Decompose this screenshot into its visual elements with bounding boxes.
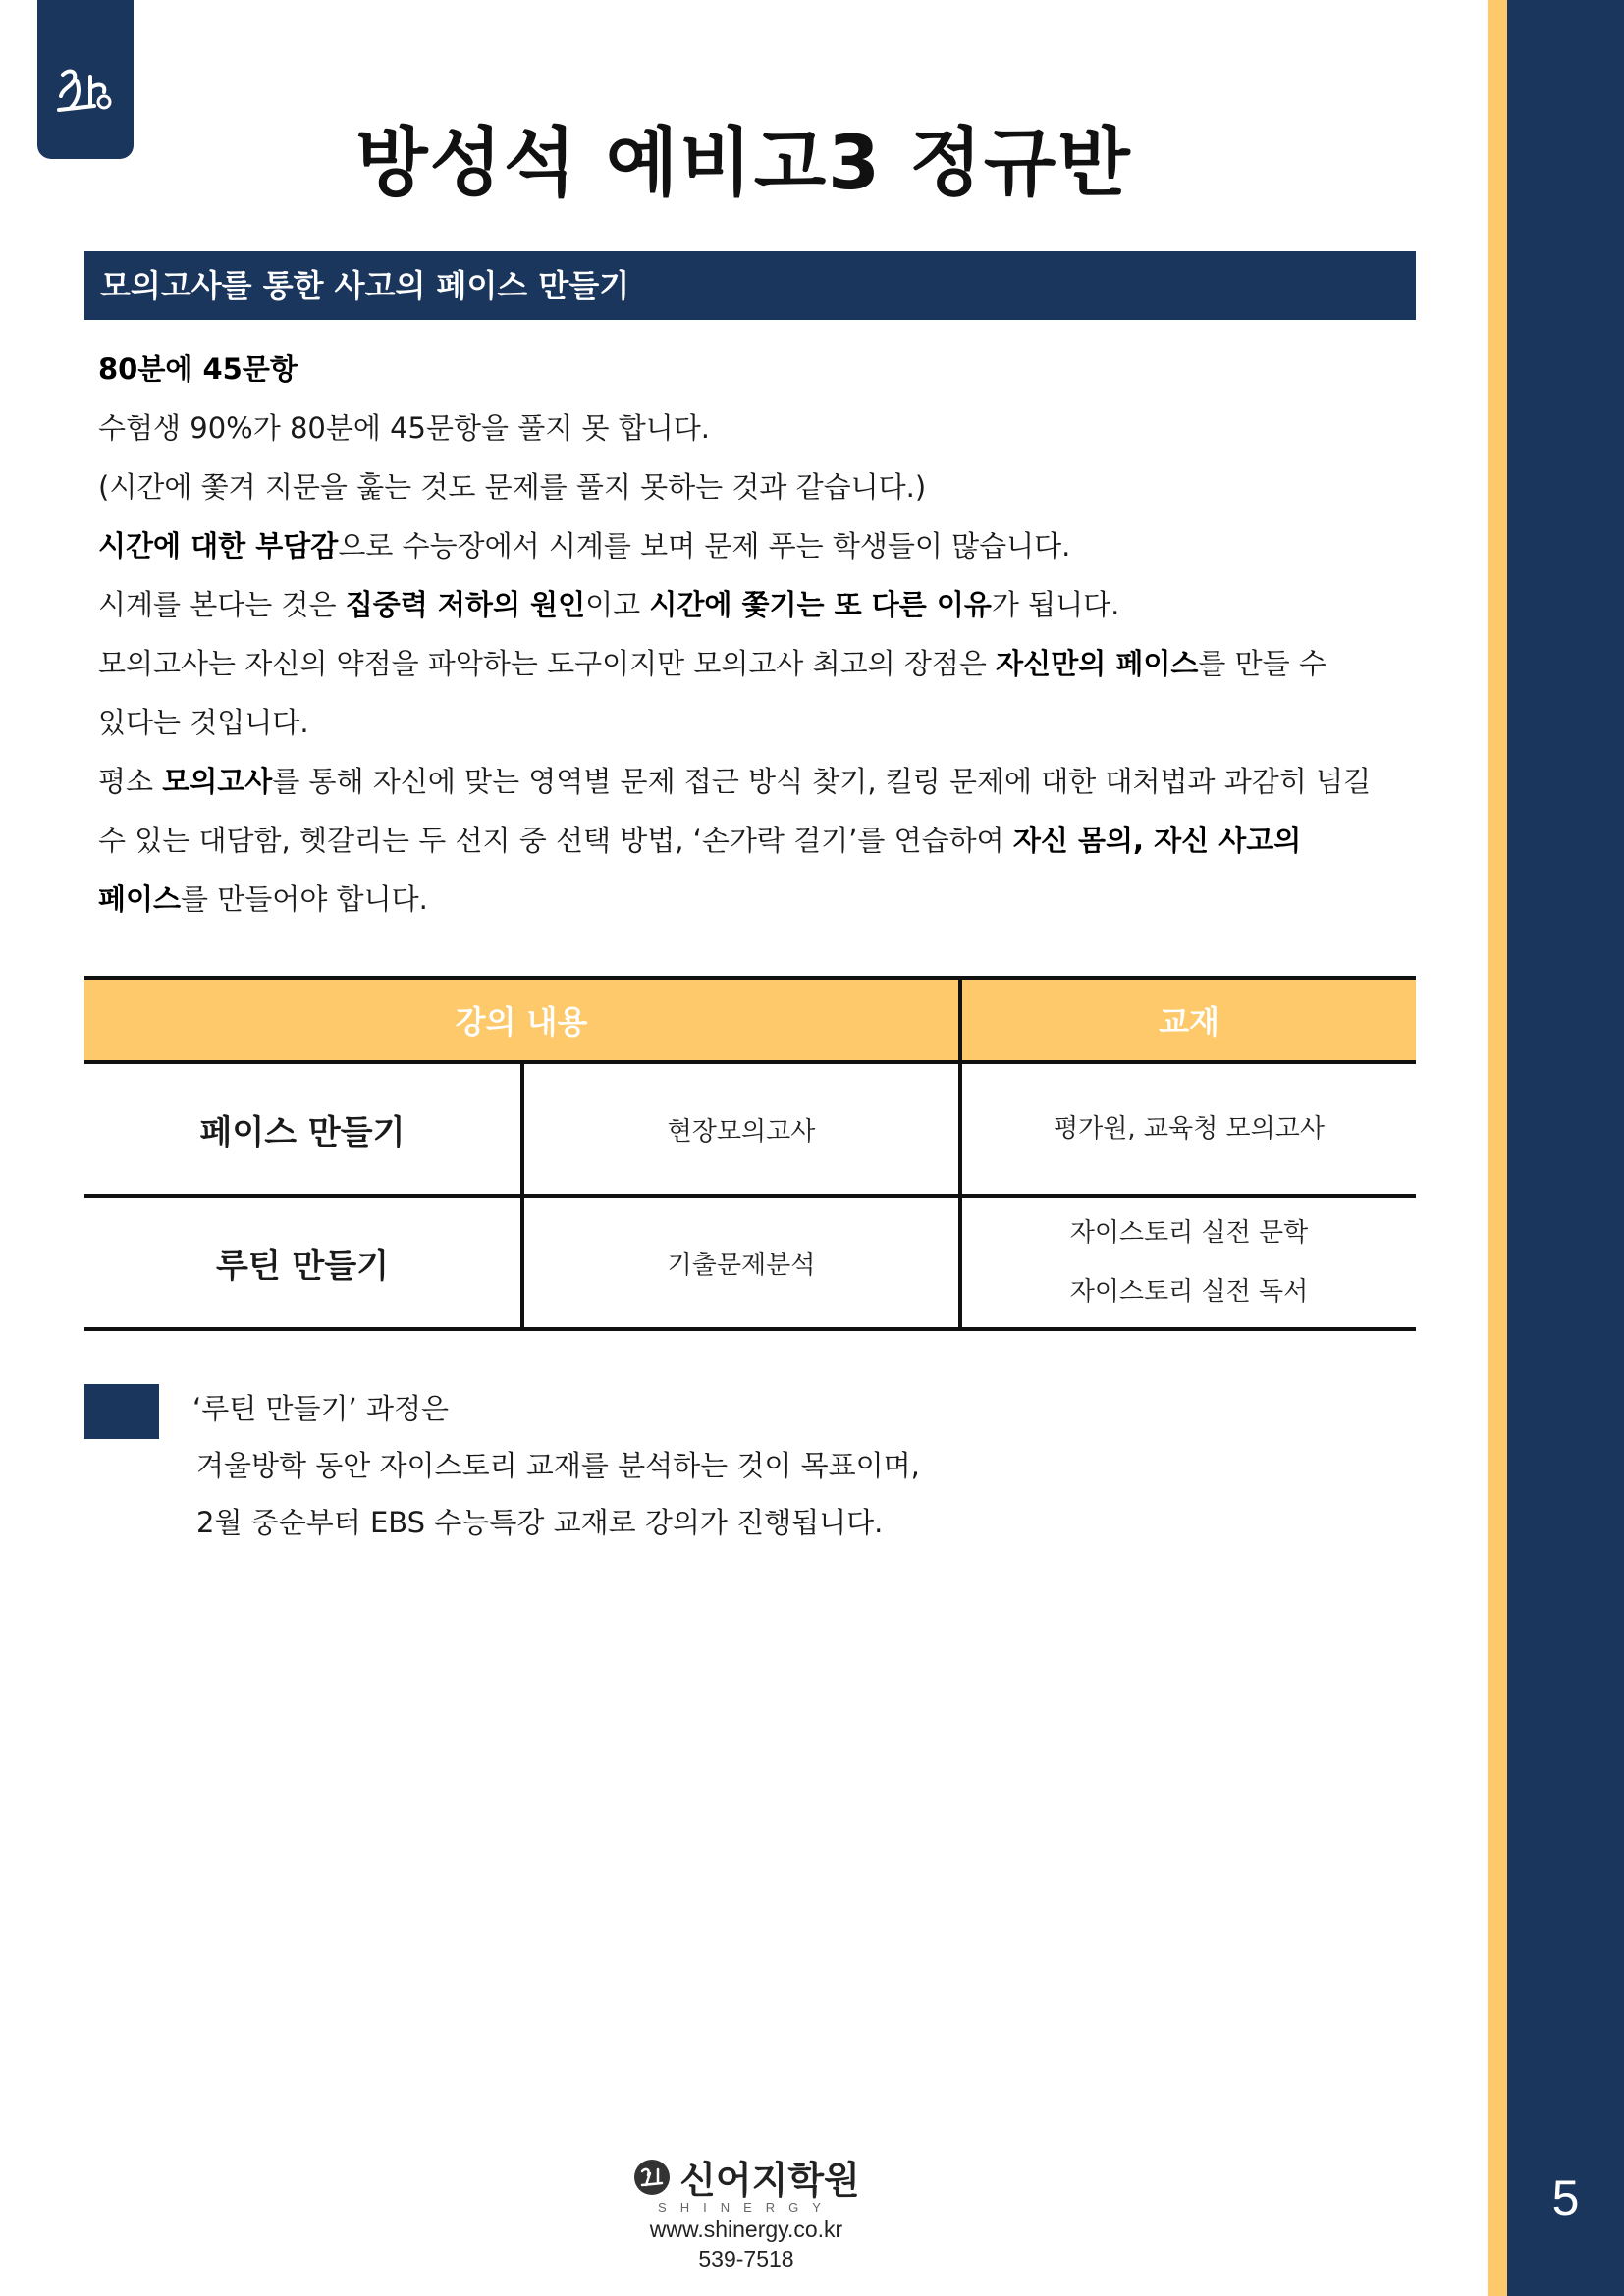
bold-text: 시간에 쫓기는 또 다른 이유 bbox=[649, 588, 992, 621]
table-row bbox=[84, 1196, 1416, 1329]
row-textbook bbox=[960, 1062, 1416, 1196]
header-content: 강의 내용 bbox=[84, 978, 960, 1062]
academy-emblem-icon bbox=[632, 2158, 672, 2197]
note-text bbox=[192, 1380, 1371, 1551]
footer-url[interactable]: www.shinergy.co.kr bbox=[649, 2216, 843, 2242]
note-line: 2월 중순부터 EBS 수능특강 교재로 강의가 진행됩니다. bbox=[196, 1506, 884, 1539]
text-span: 시계를 본다는 것은 bbox=[98, 588, 346, 621]
text-span: 를 만들 수 bbox=[1198, 647, 1326, 680]
paragraph bbox=[98, 634, 1404, 693]
course-table bbox=[84, 976, 1416, 1331]
paragraph bbox=[98, 811, 1404, 870]
paragraph bbox=[98, 516, 1404, 575]
footer-phone: 539-7518 bbox=[698, 2246, 794, 2271]
sidebar-yellow-stripe bbox=[1488, 0, 1507, 2296]
textbook-line: 평가원, 교육청 모의고사 bbox=[1054, 1114, 1325, 1144]
textbook-line: 자이스토리 실전 문학 bbox=[1069, 1218, 1309, 1248]
bold-text: 시간에 대한 부담감 bbox=[98, 529, 339, 562]
paragraph bbox=[98, 575, 1404, 634]
body-text bbox=[98, 340, 1404, 929]
bold-text: 집중력 저하의 원인 bbox=[345, 588, 586, 621]
page-title: 방성석 예비고3 정규반 bbox=[355, 119, 1132, 206]
paragraph bbox=[98, 340, 1404, 399]
header-textbook: 교재 bbox=[960, 978, 1416, 1062]
bold-text: 모의고사 bbox=[162, 765, 273, 798]
footer-brand: 신어지학원 bbox=[679, 2159, 860, 2202]
footer-logo bbox=[550, 2150, 943, 2204]
sidebar-navy-stripe bbox=[1507, 0, 1624, 2296]
bold-text: 자신 몸의, 자신 사고의 bbox=[1012, 824, 1302, 857]
note-marker bbox=[84, 1384, 159, 1439]
bold-text: 80분에 45문항 bbox=[98, 352, 298, 386]
page-number: 5 bbox=[1551, 2170, 1580, 2225]
text-span: 으로 수능장에서 시계를 보며 문제 푸는 학생들이 많습니다. bbox=[338, 529, 1071, 562]
row-content: 기출문제분석 bbox=[522, 1196, 960, 1329]
text-span: 를 만들어야 합니다. bbox=[181, 882, 428, 916]
paragraph: (시간에 쫓겨 지문을 훑는 것도 문제를 풀지 못하는 것과 같습니다.) bbox=[98, 470, 927, 504]
paragraph: 수험생 90%가 80분에 45문항을 풀지 못 합니다. bbox=[98, 411, 710, 445]
text-span: 모의고사는 자신의 약점을 파악하는 도구이지만 모의고사 최고의 장점은 bbox=[98, 647, 997, 680]
text-span: 가 됩니다. bbox=[991, 588, 1120, 621]
note-line: ‘루틴 만들기’ 과정은 bbox=[192, 1392, 449, 1425]
paragraph: 있다는 것입니다. bbox=[98, 706, 309, 739]
table-header-row bbox=[84, 978, 1416, 1062]
text-span: 수 있는 대담함, 헷갈리는 두 선지 중 선택 방법, ‘손가락 걸기’를 연습하여 bbox=[98, 824, 1013, 857]
bold-text: 자신만의 페이스 bbox=[996, 647, 1199, 680]
textbook-line: 자이스토리 실전 독서 bbox=[1069, 1277, 1309, 1307]
section-title: 모의고사를 통한 사고의 페이스 만들기 bbox=[84, 251, 1416, 320]
row-label: 페이스 만들기 bbox=[84, 1062, 522, 1196]
paragraph bbox=[98, 870, 1404, 929]
row-content: 현장모의고사 bbox=[522, 1062, 960, 1196]
text-span: 평소 bbox=[98, 765, 163, 798]
note-line: 겨울방학 동안 자이스토리 교재를 분석하는 것이 목표이며, bbox=[196, 1449, 920, 1482]
footer-brand-en: SHINERGY bbox=[658, 2200, 835, 2215]
row-textbook bbox=[960, 1196, 1416, 1329]
table-row bbox=[84, 1062, 1416, 1196]
bold-text: 페이스 bbox=[98, 882, 182, 916]
footer bbox=[550, 2150, 943, 2273]
text-span: 를 통해 자신에 맞는 영역별 문제 접근 방식 찾기, 킬링 문제에 대한 대처법과 과감히 넘길 bbox=[272, 765, 1372, 798]
paragraph bbox=[98, 752, 1404, 811]
text-span: 이고 bbox=[585, 588, 650, 621]
row-label: 루틴 만들기 bbox=[84, 1196, 522, 1329]
